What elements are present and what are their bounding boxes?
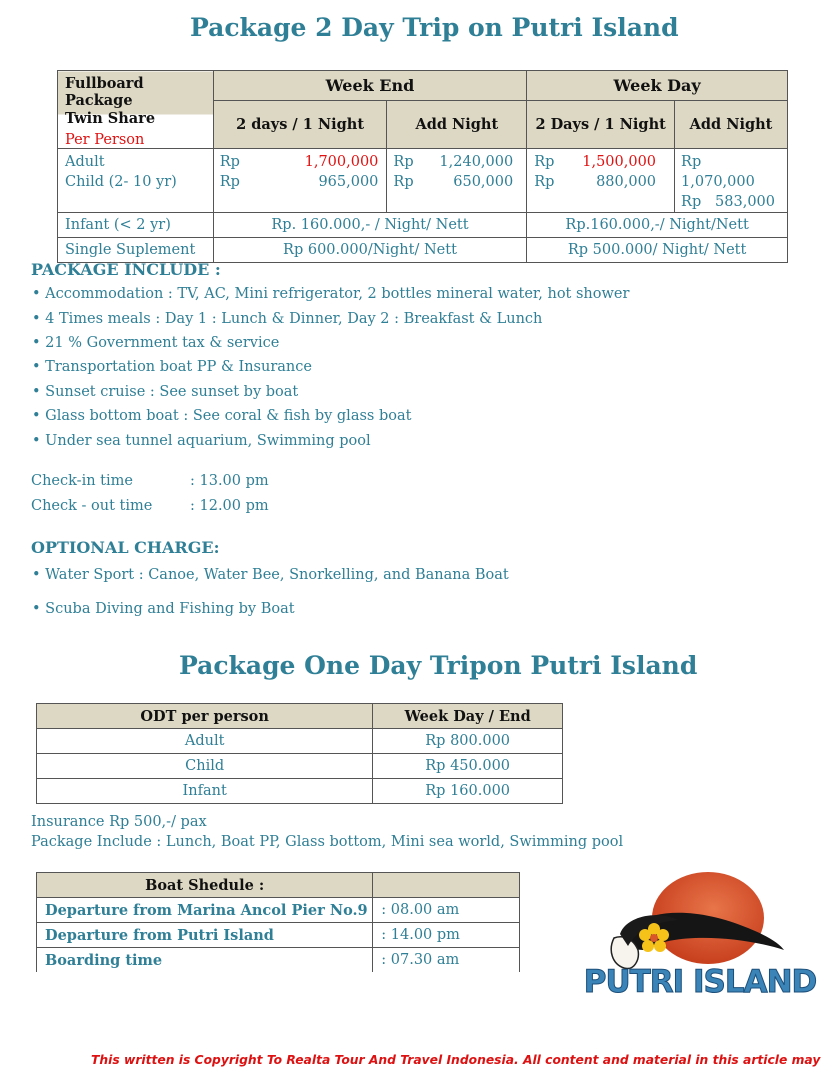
child-wd-2d1n: 880,000 [596,174,657,190]
row-price: Rp 800.000 [373,729,563,754]
optional-item: • Water Sport : Canoe, Water Bee, Snorkelling, and Banana Boat [32,567,509,583]
adult-wd-2d1n: 1,500,000 [582,154,657,170]
checkin-value: : 13.00 pm [190,473,269,489]
schedule-time: : 07.30 am [373,948,520,973]
boat-schedule-header: Boat Shedule : [37,873,373,898]
insurance-note: Insurance Rp 500,-/ pax [31,814,207,830]
adult-label: Adult [65,154,105,170]
single-label: Single Suplement [58,238,214,263]
currency: Rp [219,154,240,170]
currency: Rp [393,154,414,170]
copyright-notice: This written is Copyright To Realta Tour And Travel Indonesia. All content and material in this article may [91,1053,821,1067]
wd-2d1n-prices [527,149,675,213]
we-add-prices [387,149,527,213]
single-we-price: Rp 600.000/Night/ Nett [213,238,526,263]
per-person-label: Per Person [65,132,145,148]
two-day-price-table [57,70,788,263]
schedule-time: : 14.00 pm [373,923,520,948]
currency: Rp [681,194,702,210]
page-title-two-day: Package 2 Day Trip on Putri Island [190,13,679,42]
checkout-value: : 12.00 pm [190,498,269,514]
include-item: • Sunset cruise : See sunset by boat [32,384,299,400]
schedule-label: Departure from Marina Ancol Pier No.9 [37,898,373,923]
wd-add-night-header: Add Night [675,100,788,148]
adult-we-add: 1,240,000 [439,154,514,170]
infant-wd-price: Rp.160.000,-/ Night/Nett [527,213,788,238]
child-label: Child (2- 10 yr) [65,174,177,190]
adult-child-labels [58,149,214,213]
row-label: Adult [37,729,373,754]
row-label: Infant [37,779,373,804]
we-2d1n-prices [213,149,387,213]
table-row [37,779,563,804]
row-label: Child [37,754,373,779]
schedule-label: Boarding time [37,948,373,973]
single-wd-price: Rp 500.000/ Night/ Nett [527,238,788,263]
odt-header: ODT per person [37,704,373,729]
optional-heading: OPTIONAL CHARGE: [31,538,220,557]
infant-label: Infant (< 2 yr) [58,213,214,238]
logo-wordmark: PUTRI ISLAND [583,964,817,1000]
child-wd-add: 583,000 [715,194,775,210]
table-row [37,948,520,973]
table-corner [58,71,214,149]
currency: Rp [393,174,414,190]
boat-schedule-table [36,872,520,972]
child-we-add: 650,000 [453,174,514,190]
page-title-one-day: Package One Day Tripon Putri Island [179,651,698,680]
checkout-label: Check - out time [31,498,153,514]
putri-island-logo [583,868,817,1004]
odt-package-include: Package Include : Lunch, Boat PP, Glass bottom, Mini sea world, Swimming pool [31,834,624,850]
week-end-header: Week End [213,71,526,101]
include-item: • Accommodation : TV, AC, Mini refrigerator, 2 bottles mineral water, hot shower [32,286,630,302]
currency: Rp [219,174,240,190]
include-item: • Under sea tunnel aquarium, Swimming pool [32,433,371,449]
table-row [37,729,563,754]
include-item: • Glass bottom boat : See coral & fish by glass boat [32,408,412,424]
we-add-night-header: Add Night [387,100,527,148]
checkin-label: Check-in time [31,473,133,489]
schedule-time: : 08.00 am [373,898,520,923]
wd-2d1n-header: 2 Days / 1 Night [527,100,675,148]
include-item: • 4 Times meals : Day 1 : Lunch & Dinner, Day 2 : Breakfast & Lunch [32,311,543,327]
adult-we-2d1n: 1,700,000 [304,154,379,170]
infant-we-price: Rp. 160.000,- / Night/ Nett [213,213,526,238]
currency: Rp [534,174,555,190]
include-heading: PACKAGE INCLUDE : [31,260,221,279]
week-day-header: Week Day [527,71,788,101]
boat-schedule-header-empty [373,873,520,898]
one-day-price-table [36,703,563,804]
we-2d1n-header: 2 days / 1 Night [213,100,387,148]
include-item: • 21 % Government tax & service [32,335,280,351]
schedule-label: Departure from Putri Island [37,923,373,948]
corner-line-2: Twin Share [65,110,156,127]
table-row [37,923,520,948]
child-we-2d1n: 965,000 [318,174,379,190]
currency: Rp [534,154,555,170]
corner-line-1: Fullboard Package [65,75,144,109]
row-price: Rp 160.000 [373,779,563,804]
wd-add-prices [675,149,788,213]
adult-wd-add: Rp 1,070,000 [681,154,755,190]
include-item: • Transportation boat PP & Insurance [32,359,312,375]
table-row [37,898,520,923]
table-row [37,754,563,779]
week-day-end-header: Week Day / End [373,704,563,729]
optional-item: • Scuba Diving and Fishing by Boat [32,601,295,617]
row-price: Rp 450.000 [373,754,563,779]
